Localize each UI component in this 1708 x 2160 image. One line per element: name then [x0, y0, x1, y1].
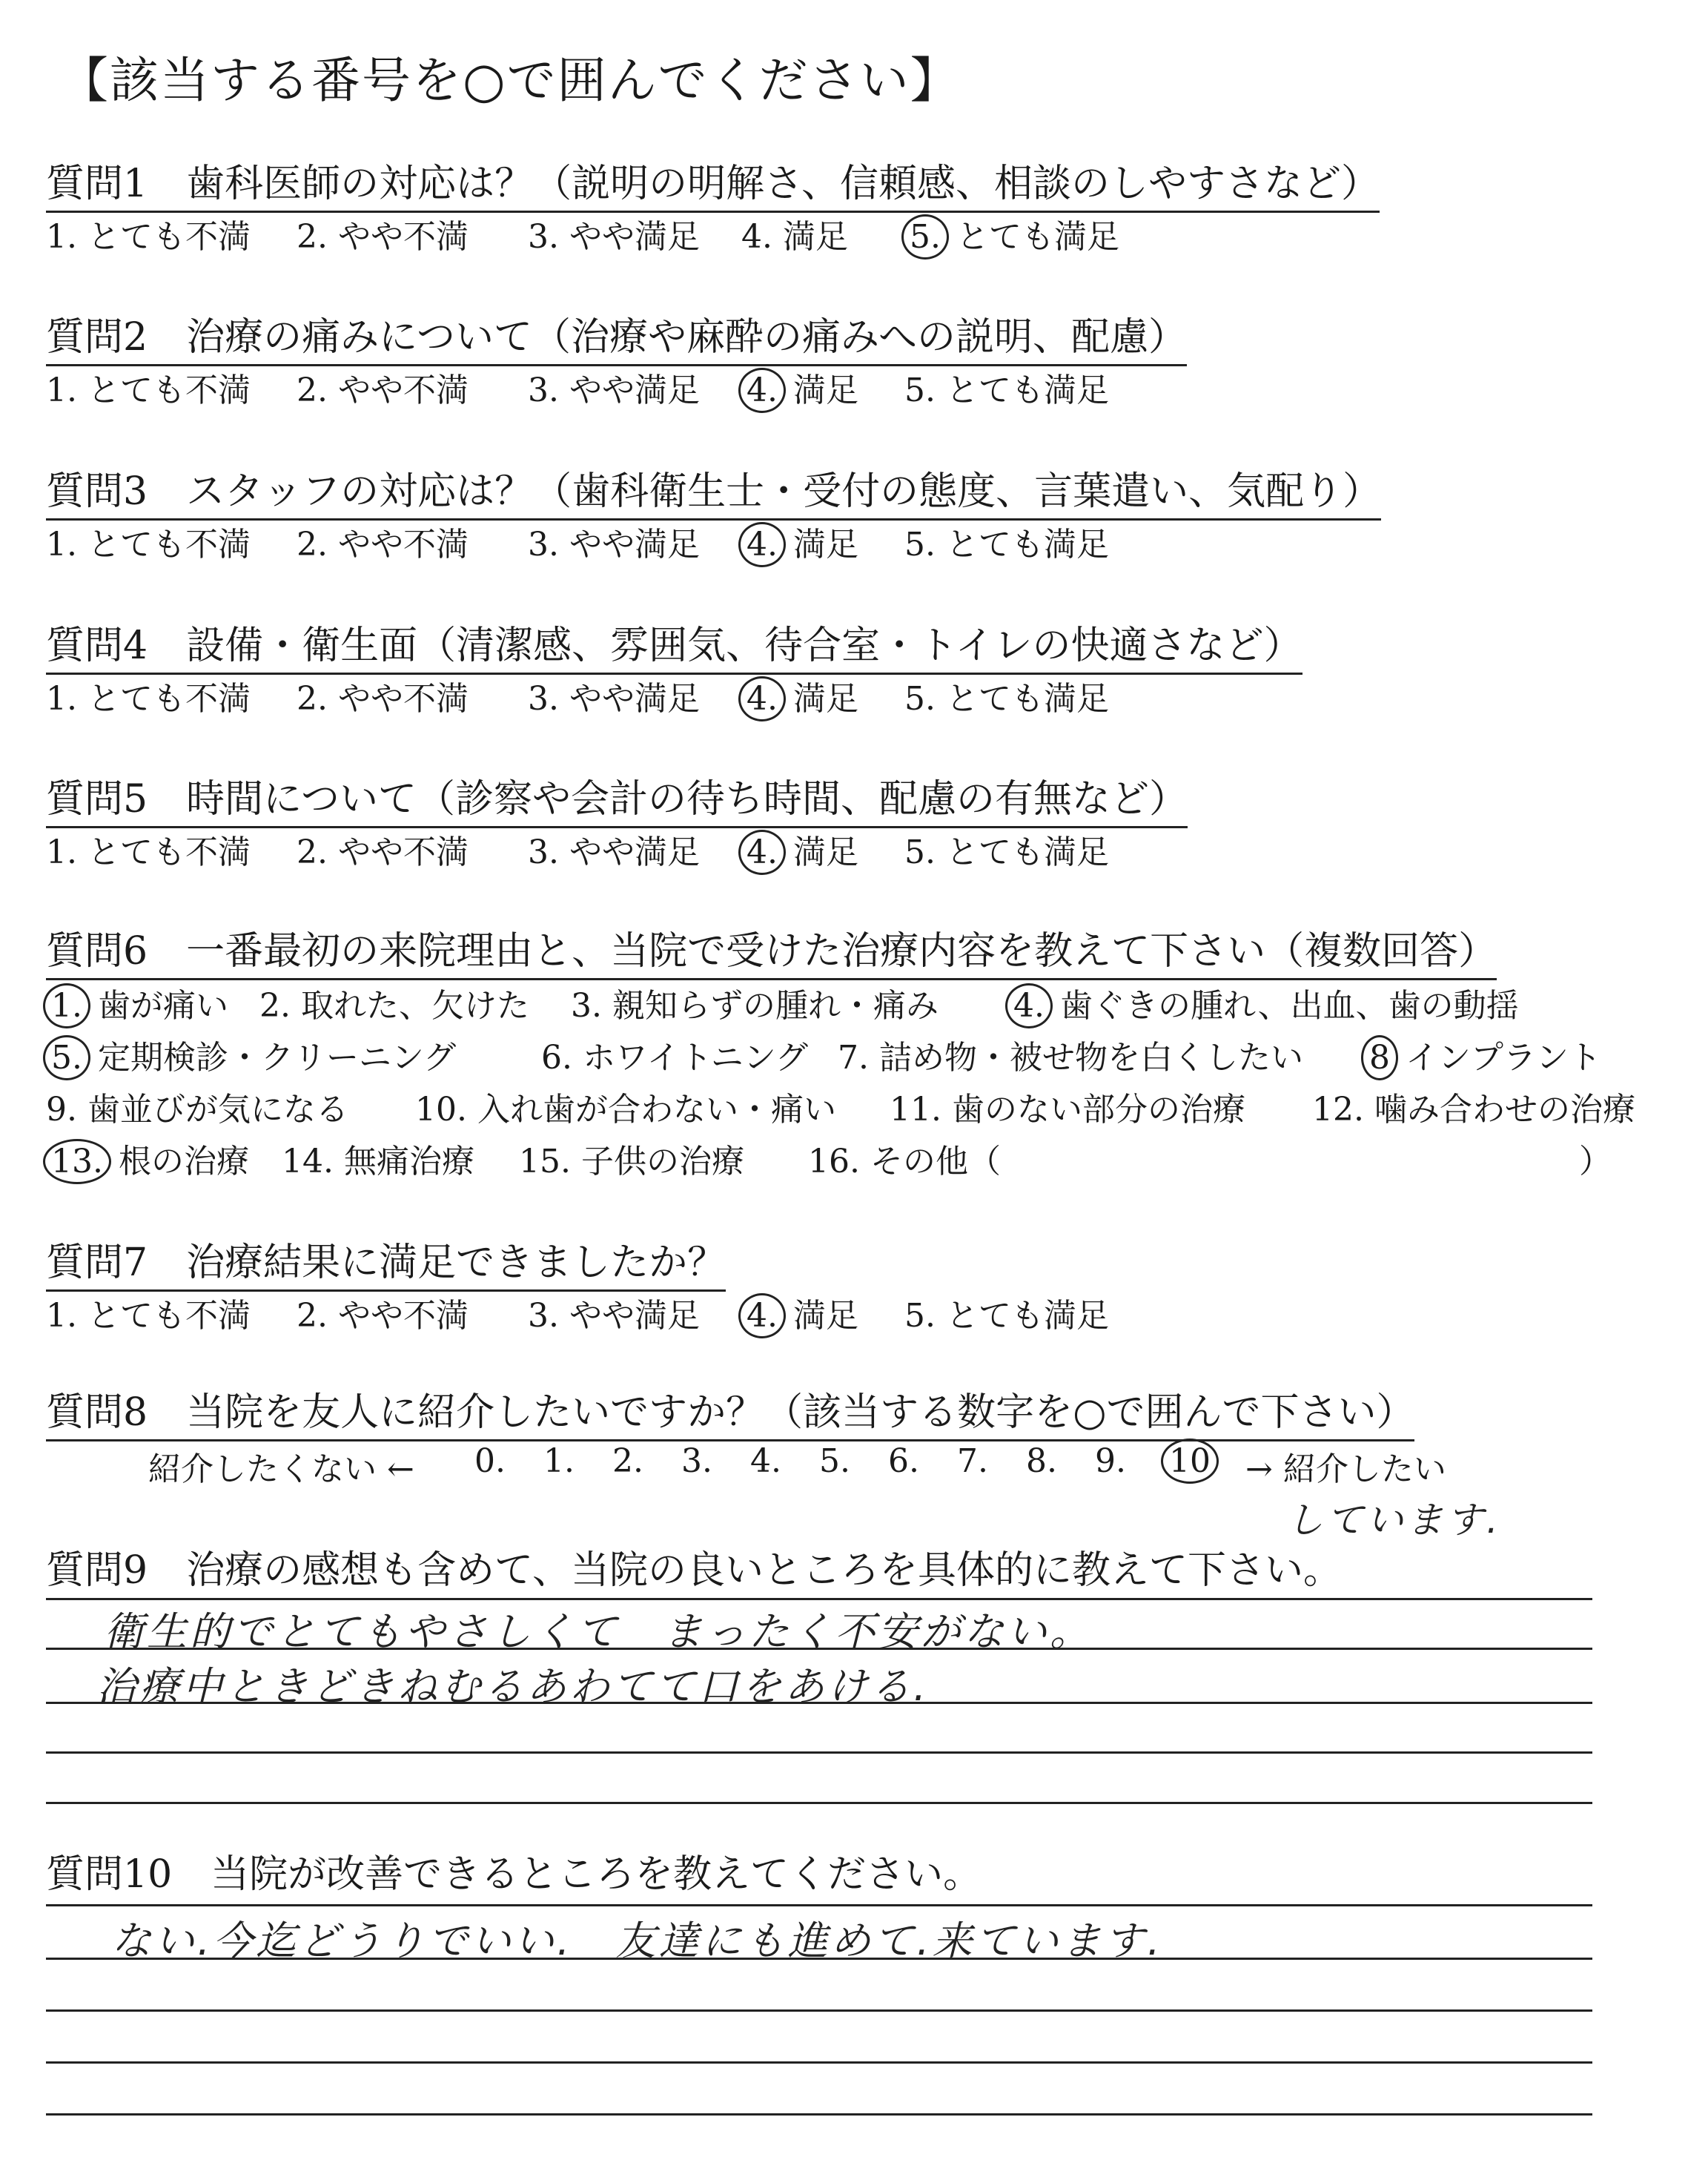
q1-option-4[interactable]: 4. 満足: [741, 218, 848, 256]
q4-option-4[interactable]: 4. 満足: [741, 672, 858, 719]
q3-option-2[interactable]: 2. やや不満: [297, 526, 469, 564]
q6-option-16[interactable]: 16. その他（: [808, 1143, 1001, 1180]
q6-option-10[interactable]: 10. 入れ歯が合わない・痛い: [415, 1091, 836, 1129]
q6-option-7[interactable]: 7. 詰め物・被せ物を白くしたい: [838, 1039, 1303, 1077]
q2-option-2[interactable]: 2. やや不満: [297, 371, 469, 409]
q6-heading: 質問6 一番最初の来院理由と、当院で受けた治療内容を教えて下さい（複数回答）: [46, 919, 1497, 980]
q8-scale-2[interactable]: 2.: [612, 1442, 643, 1480]
q8-scale-8[interactable]: 8.: [1026, 1442, 1057, 1480]
q8-heading: 質問8 当院を友人に紹介したいですか？（該当する数字を○で囲んで下さい）: [46, 1381, 1414, 1441]
q7-heading: 質問7 治療結果に満足できましたか？: [46, 1231, 726, 1292]
q8-scale-9[interactable]: 9.: [1095, 1442, 1126, 1480]
selection-circle: 5.: [43, 1035, 90, 1080]
q5-option-5[interactable]: 5. とても満足: [904, 833, 1109, 871]
q8-scale-0[interactable]: 0.: [474, 1442, 506, 1480]
q10-heading: 質問10 当院が改善できるところを教えてください。: [46, 1852, 982, 1897]
q1-option-3[interactable]: 3. やや満足: [528, 218, 700, 256]
q2-option-5[interactable]: 5. とても満足: [904, 371, 1109, 409]
page-title: 【該当する番号を○で囲んでください】: [59, 52, 961, 109]
q3-option-3[interactable]: 3. やや満足: [528, 526, 700, 564]
q9-line-rule: [46, 1802, 1592, 1804]
selection-circle: 4.: [1005, 983, 1053, 1028]
q6-option-5[interactable]: 5. 定期検診・クリーニング: [46, 1031, 456, 1078]
q8-scale-6[interactable]: 6.: [888, 1442, 919, 1480]
q5-option-4[interactable]: 4. 満足: [741, 825, 858, 873]
q1-option-2[interactable]: 2. やや不満: [297, 218, 469, 256]
selection-circle: 10: [1161, 1439, 1219, 1484]
q3-option-1[interactable]: 1. とても不満: [46, 526, 251, 564]
q6-option-11[interactable]: 11. 歯のない部分の治療: [890, 1091, 1245, 1129]
selection-circle: 13.: [43, 1139, 111, 1184]
q7-option-4[interactable]: 4. 満足: [741, 1289, 858, 1336]
q6-option-1[interactable]: 1. 歯が痛い: [46, 979, 228, 1026]
q4-option-1[interactable]: 1. とても不満: [46, 680, 251, 718]
q1-option-5[interactable]: 5. とても満足: [904, 210, 1119, 257]
q8-scale-3[interactable]: 3.: [681, 1442, 712, 1480]
q6-option-3[interactable]: 3. 親知らずの腫れ・痛み: [571, 987, 939, 1025]
q2-option-4[interactable]: 4. 満足: [741, 363, 858, 411]
q2-option-3[interactable]: 3. やや満足: [528, 371, 700, 409]
q3-option-4[interactable]: 4. 満足: [741, 518, 858, 565]
q8-scale-5[interactable]: 5.: [819, 1442, 850, 1480]
q6-option-8[interactable]: 8 インプラント: [1364, 1031, 1601, 1078]
q6-option-13[interactable]: 13. 根の治療: [46, 1135, 249, 1182]
q10-line-rule: [46, 2113, 1592, 2116]
q8-handwritten-note: しています.: [1286, 1499, 1501, 1542]
q5-heading: 質問5 時間について（診察や会計の待ち時間、配慮の有無など）: [46, 767, 1188, 828]
q4-heading: 質問4 設備・衛生面（清潔感、雰囲気、待合室・トイレの快適さなど）: [46, 614, 1302, 675]
q6-option-12[interactable]: 12. 噛み合わせの治療: [1312, 1091, 1635, 1129]
q6-option-9[interactable]: 9. 歯並びが気になる: [46, 1091, 348, 1129]
q8-scale-1[interactable]: 1.: [543, 1442, 575, 1480]
q6-option-2[interactable]: 2. 取れた、欠けた: [259, 987, 529, 1025]
q10-answer-line: ない.今迄どうりでいい. 友達にも進めて.来ています.: [111, 1918, 1163, 1964]
q8-scale-4[interactable]: 4.: [750, 1442, 781, 1480]
q7-option-5[interactable]: 5. とても満足: [904, 1297, 1109, 1335]
q6-option-6[interactable]: 6. ホワイトニング: [541, 1039, 809, 1077]
selection-circle: 4.: [738, 522, 786, 567]
q6-option-15[interactable]: 15. 子供の治療: [519, 1143, 744, 1180]
selection-circle: 8: [1361, 1035, 1398, 1080]
q3-heading: 質問3 スタッフの対応は？（歯科衛生士・受付の態度、言葉遣い、気配り）: [46, 460, 1381, 521]
q5-option-2[interactable]: 2. やや不満: [297, 833, 469, 871]
q4-option-2[interactable]: 2. やや不満: [297, 680, 469, 718]
selection-circle: 1.: [43, 983, 90, 1028]
q8-left-label: 紹介したくない ←: [148, 1450, 414, 1488]
selection-circle: 4.: [738, 368, 786, 413]
q6-option-14[interactable]: 14. 無痛治療: [282, 1143, 474, 1180]
q10-line-rule: [46, 2061, 1592, 2064]
q4-option-3[interactable]: 3. やや満足: [528, 680, 700, 718]
q1-option-1[interactable]: 1. とても不満: [46, 218, 251, 256]
q1-heading: 質問1 歯科医師の対応は？（説明の明解さ、信頼感、相談のしやすさなど）: [46, 152, 1380, 213]
q10-line-rule: [46, 1904, 1592, 1906]
selection-circle: 4.: [738, 830, 786, 875]
q9-heading: 質問9 治療の感想も含めて、当院の良いところを具体的に教えて下さい。: [46, 1548, 1343, 1593]
q5-option-1[interactable]: 1. とても不満: [46, 833, 251, 871]
q6-other-close-paren: ）: [1579, 1143, 1612, 1180]
q2-heading: 質問2 治療の痛みについて（治療や麻酔の痛みへの説明、配慮）: [46, 305, 1187, 366]
q9-answer-line: 衛生的でとてもやさしくて まったく不安がない。: [104, 1608, 1093, 1655]
selection-circle: 4.: [738, 676, 786, 721]
q7-option-3[interactable]: 3. やや満足: [528, 1297, 700, 1335]
q7-option-2[interactable]: 2. やや不満: [297, 1297, 469, 1335]
q2-option-1[interactable]: 1. とても不満: [46, 371, 251, 409]
selection-circle: 4.: [738, 1293, 786, 1338]
q10-line-rule: [46, 2009, 1592, 2012]
q8-scale-10[interactable]: [1164, 1442, 1216, 1480]
q3-option-5[interactable]: 5. とても満足: [904, 526, 1109, 564]
selection-circle: 5.: [901, 214, 949, 260]
q6-option-4[interactable]: 4. 歯ぐきの腫れ、出血、歯の動揺: [1008, 979, 1519, 1026]
q4-option-5[interactable]: 5. とても満足: [904, 680, 1109, 718]
q5-option-3[interactable]: 3. やや満足: [528, 833, 700, 871]
q9-answer-line: 治療中ときどきねむるあわてて口をあける.: [96, 1663, 930, 1710]
q8-right-label: → 紹介したい: [1245, 1450, 1446, 1488]
q9-line-rule: [46, 1751, 1592, 1754]
q7-option-1[interactable]: 1. とても不満: [46, 1297, 251, 1335]
q8-scale-7[interactable]: 7.: [957, 1442, 988, 1480]
